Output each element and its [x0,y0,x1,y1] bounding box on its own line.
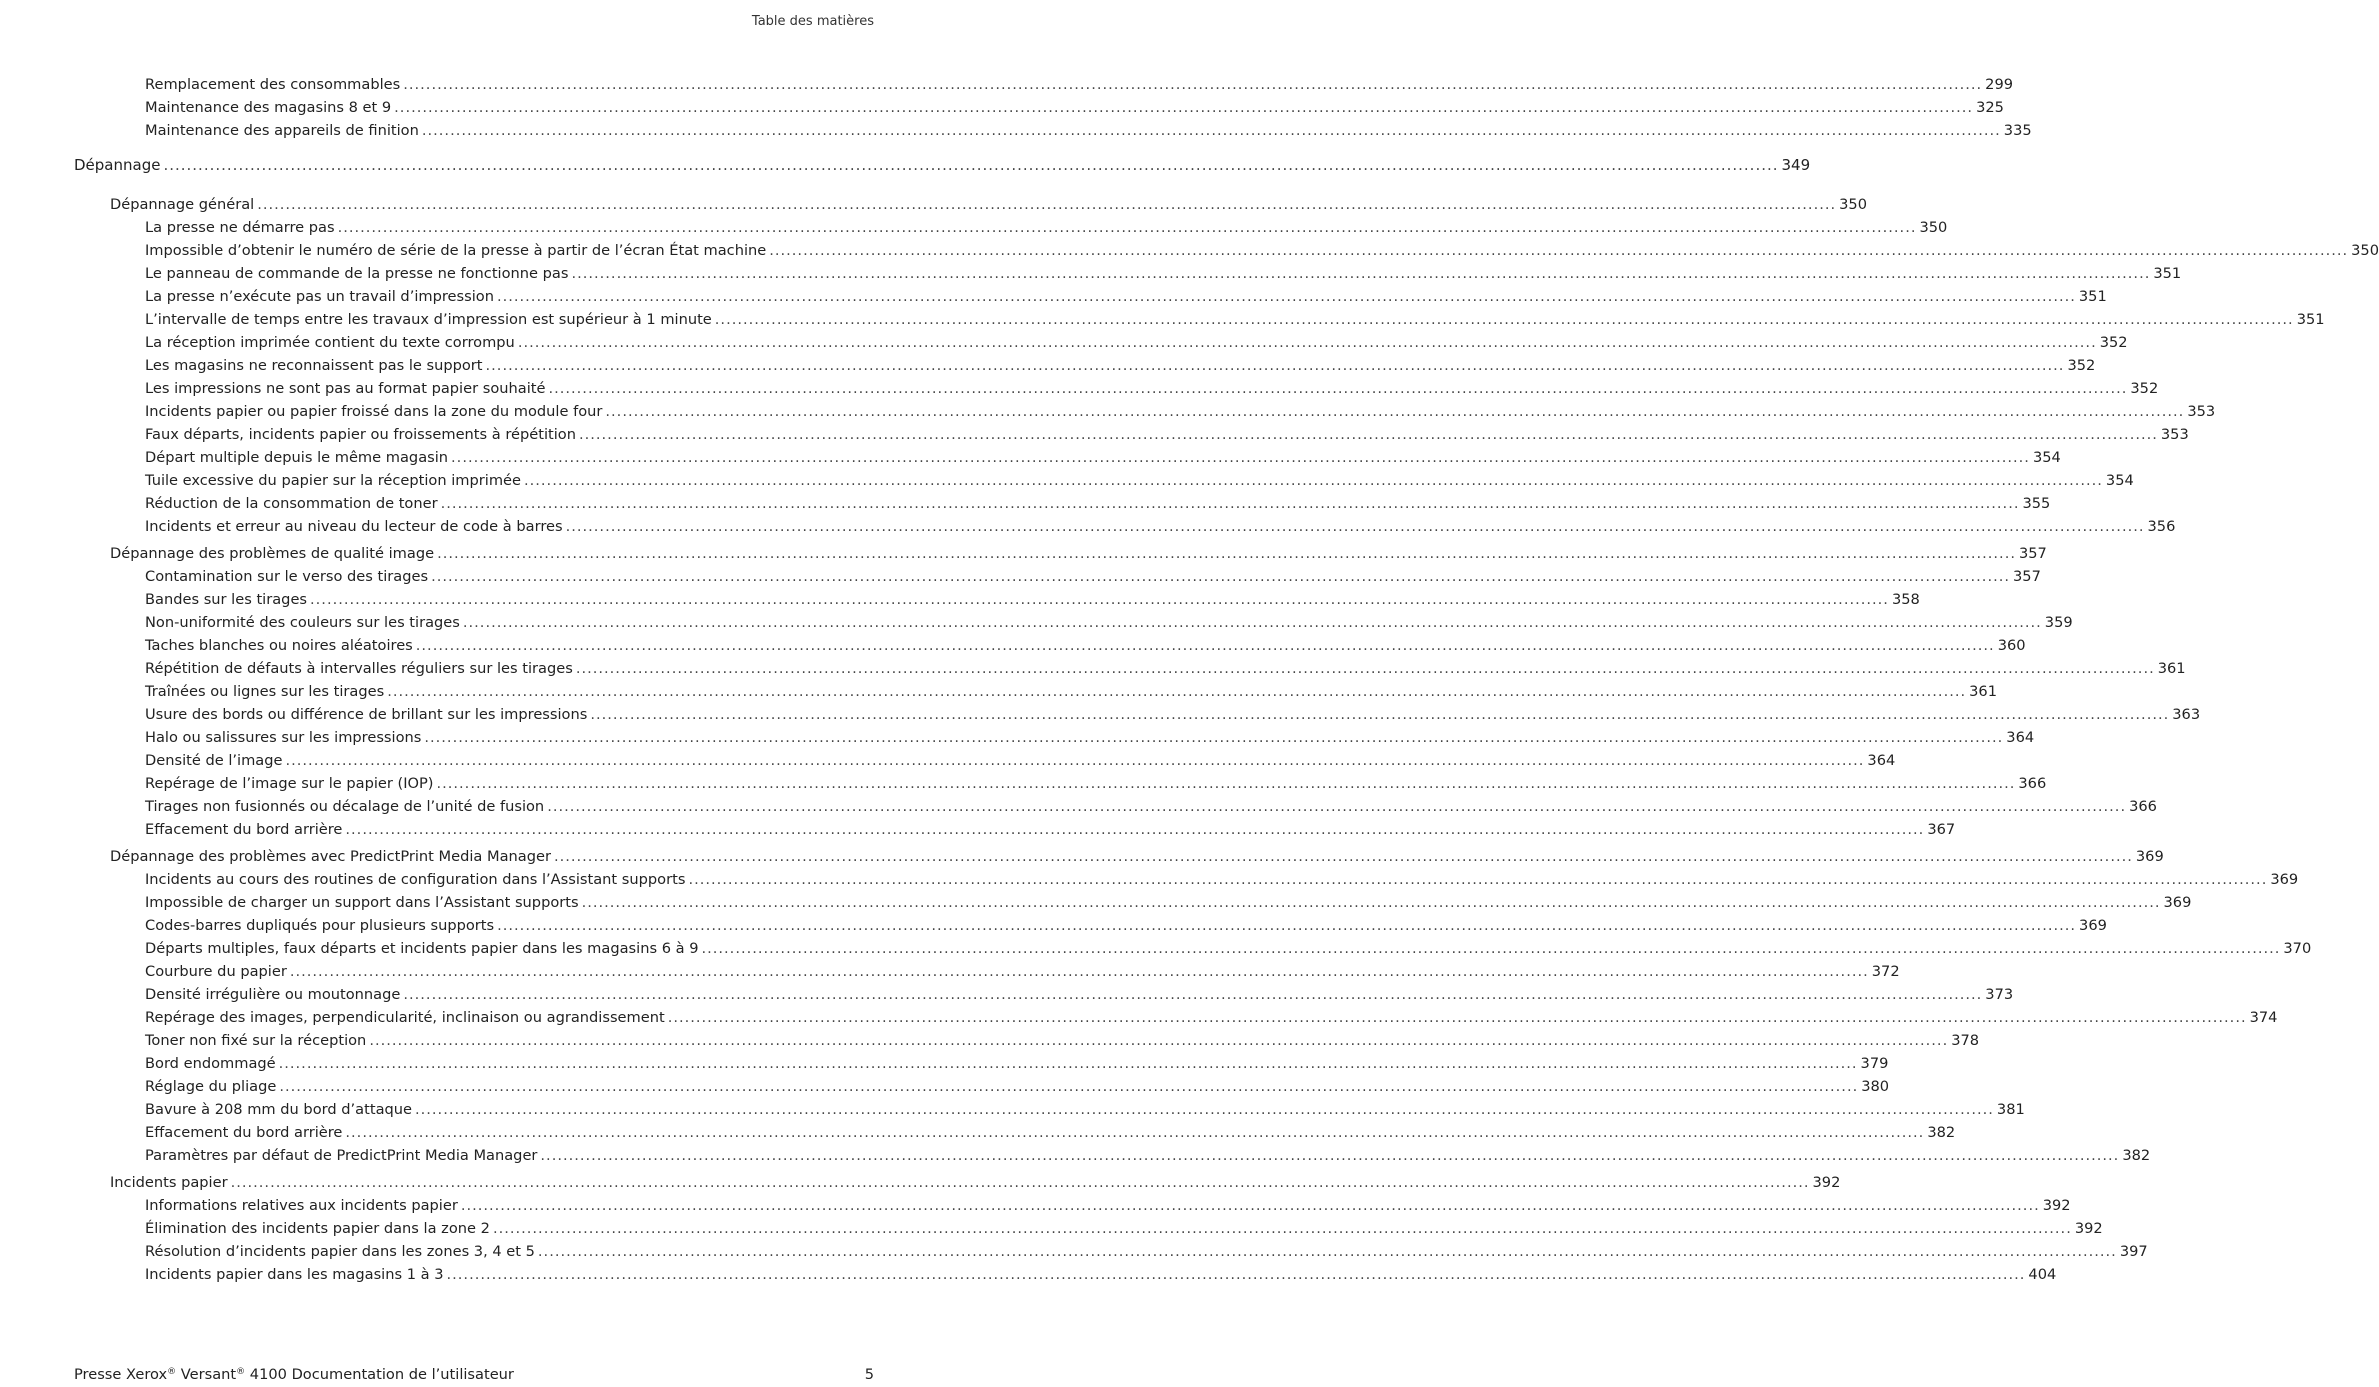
dot-leader [394,96,1973,119]
toc-entry-page: 354 [2032,449,2061,466]
toc-entry-page: 397 [2119,1243,2148,1260]
toc-entry-title: La presse n’exécute pas un travail d’impression [145,288,494,305]
toc-entry-title: Repérage de l’image sur le papier (IOP) [145,775,434,792]
dot-leader [279,1075,1858,1098]
toc-entry-level-3[interactable] [0,937,2312,960]
toc-entry-page: 357 [2013,568,2041,585]
toc-entry-level-3[interactable] [0,634,2026,657]
dot-leader [231,1171,1810,1194]
dot-leader [286,749,1865,772]
dot-leader [668,1006,2247,1029]
toc-entry-page: 359 [2044,614,2073,631]
dot-leader [437,542,2016,565]
toc-entry-title: Élimination des incidents papier dans la zone 2 [145,1220,490,1237]
toc-entry-title: Effacement du bord arrière [145,821,343,838]
toc-entry-title: Tirages non fusionnés ou décalage de l’unité de fusion [145,798,545,815]
toc-entry-title: Usure des bords ou différence de brillant sur les impressions [145,706,588,723]
toc-entry-level-3[interactable] [0,515,2176,538]
dot-leader [441,492,2020,515]
dot-leader [257,193,1836,216]
toc-entry-level-2[interactable] [0,542,2047,565]
toc-entry-level-3[interactable] [0,308,2325,331]
dot-leader [415,1098,1994,1121]
toc-entry-page: 369 [2079,917,2107,934]
toc-entry-level-3[interactable] [0,588,1920,611]
toc-entry-title: Dépannage des problèmes de qualité image [110,545,435,562]
toc-entry-title: Traînées ou lignes sur les tirages [145,683,385,700]
running-header: Table des matières [751,14,874,29]
dot-leader [279,1052,1858,1075]
dot-leader [688,868,2267,891]
toc-entry-level-3[interactable] [0,703,2201,726]
toc-entry-title: Incidents papier dans les magasins 1 à 3 [145,1266,444,1283]
toc-entry-title: Contamination sur le verso des tirages [145,568,429,585]
toc-entry-title: La réception imprimée contient du texte corrompu [145,334,515,351]
dot-leader [497,285,2076,308]
toc-entry-page: 349 [1781,156,1811,174]
toc-entry-title: Taches blanches ou noires aléatoires [145,637,413,654]
toc-entry-level-3[interactable] [0,611,2073,634]
toc-entry-title: L’intervalle de temps entre les travaux d’impression est supérieur à 1 minute [145,311,712,328]
toc-entry-title: Incidents et erreur au niveau du lecteur de code à barres [145,518,563,535]
dot-leader [387,680,1966,703]
toc-entry-title: Informations relatives aux incidents papier [145,1197,458,1214]
dot-leader [590,703,2169,726]
toc-entry-level-1[interactable] [0,153,1811,177]
toc-entry-page: 360 [1997,637,2026,654]
toc-entry-title: Bord endommagé [145,1055,276,1072]
toc-entry-title: Réduction de la consommation de toner [145,495,438,512]
toc-entry-level-3[interactable] [0,565,2041,588]
dot-leader [605,400,2184,423]
toc-entry-level-3[interactable] [0,469,2134,492]
toc-entry-title: Densité irrégulière ou moutonnage [145,986,401,1003]
toc-entry-level-3[interactable] [0,1098,2025,1121]
toc-entry-page: 369 [2270,871,2299,888]
toc-entry-level-3[interactable] [0,354,2096,377]
toc-entry-page: 374 [2249,1009,2278,1026]
toc-entry-level-3[interactable] [0,239,2379,262]
toc-entry-title: Paramètres par défaut de PredictPrint Media Manager [145,1147,538,1164]
document-title: Presse Xerox® Versant® 4100 Documentation de l’utilisateur [74,1366,514,1383]
toc-entry-level-3[interactable] [0,657,2186,680]
toc-entry-level-3[interactable] [0,262,2182,285]
toc-entry-title: Densité de l’image [145,752,283,769]
toc-entry-title: Effacement du bord arrière [145,1124,343,1141]
dot-leader [554,845,2133,868]
toc-entry-level-3[interactable] [0,119,2032,142]
dot-leader [576,657,2155,680]
dot-leader [582,891,2161,914]
toc-entry-page: 325 [1976,99,2004,116]
toc-entry-title: Faux départs, incidents papier ou froissements à répétition [145,426,576,443]
toc-entry-title: Incidents au cours des routines de configuration dans l’Assistant supports [145,871,686,888]
dot-leader [701,937,2280,960]
toc-entry-title: La presse ne démarre pas [145,219,335,236]
toc-entry-title: Maintenance des appareils de finition [145,122,419,139]
toc-entry-level-3[interactable] [0,891,2192,914]
toc-entry-title: Le panneau de commande de la presse ne fonctionne pas [145,265,569,282]
toc-entry-level-3[interactable] [0,423,2189,446]
toc-entry-title: Départ multiple depuis le même magasin [145,449,449,466]
toc-entry-title: Remplacement des consommables [145,76,401,93]
toc-entry-level-3[interactable] [0,818,1956,841]
dot-leader [486,354,2065,377]
dot-leader [369,1029,1948,1052]
toc-entry-level-3[interactable] [0,1075,1890,1098]
dot-leader [424,726,2003,749]
toc-entry-level-3[interactable] [0,680,1997,703]
toc-entry-page: 378 [1951,1032,1980,1049]
toc-entry-title: Tuile excessive du papier sur la réception imprimée [145,472,521,489]
page-footer [74,1366,874,1383]
toc-entry-title: Halo ou salissures sur les impressions [145,729,422,746]
toc-entry-level-3[interactable] [0,73,2014,96]
dot-leader [163,153,1778,177]
toc-entry-level-3[interactable] [0,446,2061,469]
toc-entry-title: Courbure du papier [145,963,287,980]
dot-leader [345,1121,1924,1144]
toc-entry-level-2[interactable] [0,193,1867,216]
table-of-contents [0,73,2379,1286]
toc-entry-title: Dépannage [74,156,161,174]
toc-entry-page: 354 [2105,472,2134,489]
toc-entry-page: 353 [2160,426,2189,443]
dot-leader [566,515,2145,538]
toc-entry-level-3[interactable] [0,1217,2103,1240]
toc-entry-level-3[interactable] [0,377,2159,400]
toc-entry-page: 366 [2018,775,2047,792]
dot-leader [579,423,2158,446]
toc-entry-title: Résolution d’incidents papier dans les zones 3, 4 et 5 [145,1243,535,1260]
toc-entry-level-3[interactable] [0,960,1900,983]
toc-entry-title: Repérage des images, perpendicularité, inclinaison ou agrandissement [145,1009,665,1026]
toc-entry-level-3[interactable] [0,400,2216,423]
toc-entry-page: 364 [2006,729,2035,746]
toc-entry-page: 350 [1919,219,1948,236]
toc-entry-level-3[interactable] [0,96,2004,119]
toc-entry-level-3[interactable] [0,749,1896,772]
toc-entry-page: 363 [2172,706,2201,723]
dot-leader [422,119,2001,142]
toc-entry-page: 361 [2157,660,2186,677]
toc-entry-page: 382 [2122,1147,2151,1164]
toc-entry-level-3[interactable] [0,285,2107,308]
toc-entry-title: Impossible d’obtenir le numéro de série de la presse à partir de l’écran État machine [145,242,767,259]
toc-entry-level-2[interactable] [0,1171,1841,1194]
toc-entry-level-3[interactable] [0,983,2014,1006]
toc-entry-page: 356 [2147,518,2176,535]
toc-entry-title: Dépannage des problèmes avec PredictPrint Media Manager [110,848,551,865]
toc-entry-level-3[interactable] [0,1263,2057,1286]
toc-entry-page: 353 [2187,403,2216,420]
toc-entry-page: 367 [1927,821,1956,838]
toc-entry-title: Répétition de défauts à intervalles réguliers sur les tirages [145,660,573,677]
toc-entry-level-3[interactable] [0,331,2128,354]
toc-entry-page: 373 [1985,986,2014,1003]
toc-entry-page: 351 [2153,265,2182,282]
toc-entry-level-3[interactable] [0,1144,2151,1167]
dot-leader [571,262,2150,285]
dot-leader [403,73,1982,96]
dot-leader [493,1217,2072,1240]
toc-entry-page: 372 [1871,963,1900,980]
toc-entry-page: 352 [2067,357,2096,374]
toc-entry-title: Bavure à 208 mm du bord d’attaque [145,1101,412,1118]
toc-entry-title: Maintenance des magasins 8 et 9 [145,99,392,116]
toc-entry-page: 355 [2022,495,2051,512]
toc-entry-title: Bandes sur les tirages [145,591,308,608]
toc-entry-level-3[interactable] [0,1006,2278,1029]
toc-entry-page: 392 [1812,1174,1841,1191]
toc-entry-title: Les impressions ne sont pas au format papier souhaité [145,380,546,397]
toc-entry-title: Réglage du pliage [145,1078,277,1095]
dot-leader [431,565,2010,588]
dot-leader [524,469,2103,492]
toc-entry-level-3[interactable] [0,1052,1889,1075]
toc-entry-page: 382 [1927,1124,1956,1141]
dot-leader [338,216,1917,239]
toc-entry-page: 351 [2078,288,2107,305]
toc-entry-title: Toner non fixé sur la réception [145,1032,367,1049]
toc-entry-title: Incidents papier [110,1174,228,1191]
dot-leader [451,446,2030,469]
toc-entry-page: 366 [2129,798,2157,815]
toc-entry-level-3[interactable] [0,772,2047,795]
dot-leader [461,1194,2040,1217]
toc-entry-page: 361 [1969,683,1997,700]
dot-leader [540,1144,2119,1167]
toc-entry-level-3[interactable] [0,1029,1980,1052]
toc-entry-level-3[interactable] [0,726,2035,749]
dot-leader [463,611,2042,634]
dot-leader [436,772,2015,795]
toc-entry-page: 369 [2135,848,2164,865]
dot-leader [715,308,2294,331]
dot-leader [497,914,2076,937]
dot-leader [547,795,2126,818]
dot-leader [769,239,2348,262]
toc-entry-page: 352 [2099,334,2128,351]
toc-entry-level-3[interactable] [0,1194,2071,1217]
toc-entry-title: Non-uniformité des couleurs sur les tirages [145,614,460,631]
toc-entry-level-3[interactable] [0,1240,2148,1263]
toc-entry-page: 358 [1891,591,1920,608]
dot-leader [403,983,1982,1006]
toc-entry-page: 370 [2283,940,2312,957]
dot-leader [538,1240,2117,1263]
toc-entry-title: Codes-barres dupliqués pour plusieurs supports [145,917,495,934]
toc-entry-level-3[interactable] [0,1121,1956,1144]
toc-entry-title: Dépannage général [110,196,255,213]
dot-leader [290,960,1869,983]
toc-entry-page: 392 [2042,1197,2071,1214]
toc-entry-level-3[interactable] [0,795,2157,818]
toc-entry-page: 351 [2296,311,2325,328]
dot-leader [416,634,1995,657]
toc-entry-page: 392 [2074,1220,2103,1237]
toc-entry-page: 357 [2018,545,2047,562]
toc-entry-level-3[interactable] [0,216,1948,239]
toc-entry-level-3[interactable] [0,868,2299,891]
toc-entry-page: 404 [2028,1266,2057,1283]
dot-leader [345,818,1924,841]
dot-leader [548,377,2127,400]
toc-entry-title: Les magasins ne reconnaissent pas le support [145,357,483,374]
toc-entry-page: 380 [1861,1078,1890,1095]
toc-entry-page: 335 [2003,122,2032,139]
page-number: 5 [864,1366,874,1383]
toc-entry-page: 379 [1860,1055,1889,1072]
toc-entry-level-3[interactable] [0,492,2051,515]
toc-entry-page: 299 [1985,76,2014,93]
toc-entry-page: 352 [2130,380,2159,397]
toc-entry-level-2[interactable] [0,845,2164,868]
toc-entry-title: Impossible de charger un support dans l’Assistant supports [145,894,579,911]
dot-leader [310,588,1889,611]
toc-entry-page: 350 [2351,242,2379,259]
toc-entry-title: Départs multiples, faux départs et incidents papier dans les magasins 6 à 9 [145,940,699,957]
toc-entry-level-3[interactable] [0,914,2107,937]
toc-entry-title: Incidents papier ou papier froissé dans la zone du module four [145,403,603,420]
toc-entry-page: 381 [1996,1101,2025,1118]
toc-entry-page: 364 [1867,752,1896,769]
toc-entry-page: 350 [1839,196,1867,213]
dot-leader [447,1263,2026,1286]
dot-leader [518,331,2097,354]
toc-entry-page: 369 [2163,894,2192,911]
